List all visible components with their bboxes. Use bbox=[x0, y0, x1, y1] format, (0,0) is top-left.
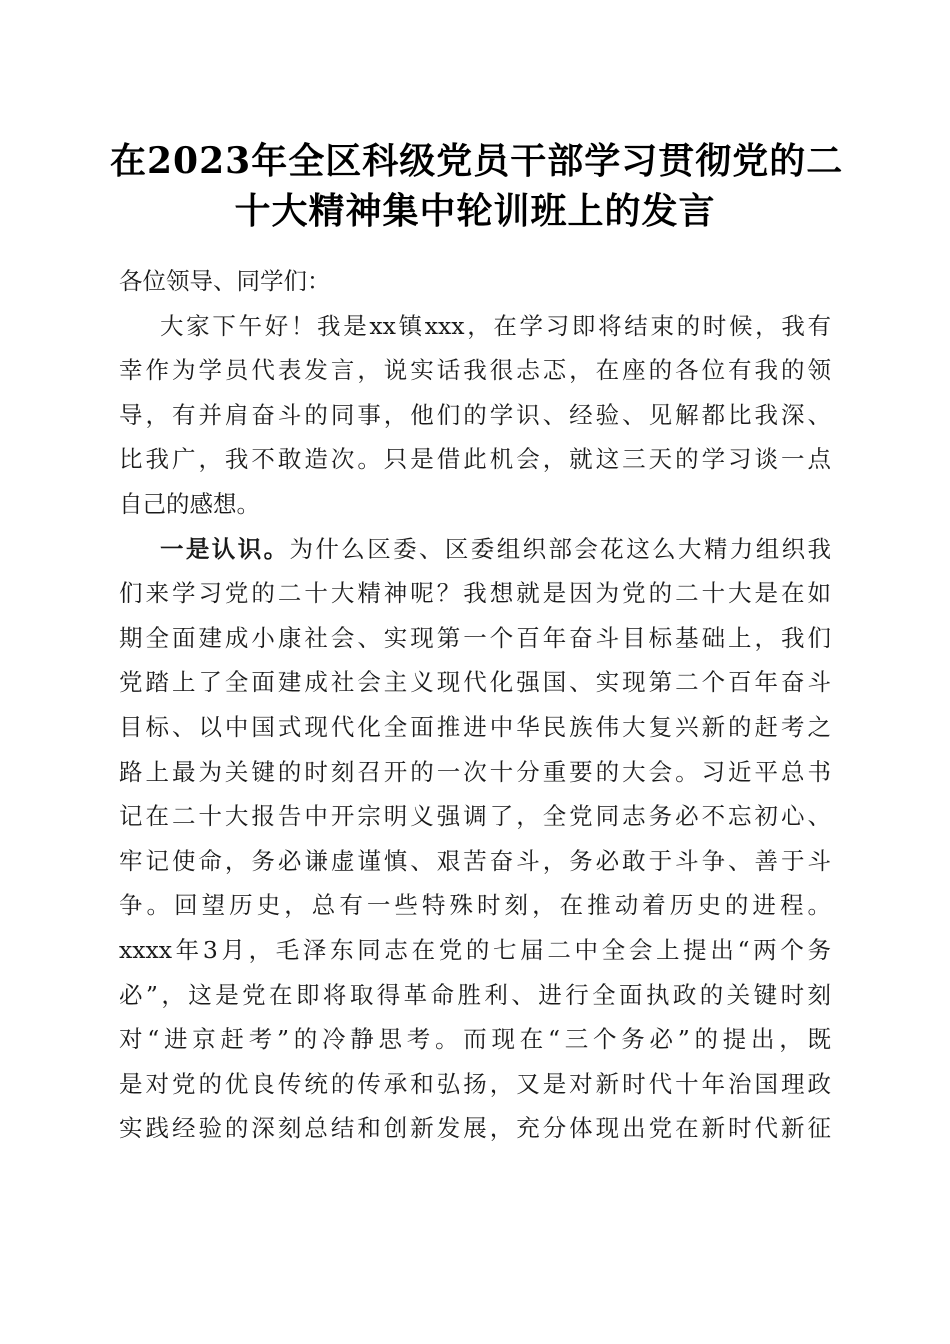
salutation: 各位领导、同学们： bbox=[119, 267, 331, 295]
paragraph-first-line bbox=[119, 527, 831, 572]
paragraph-line: 牢记使命，务必谦虚谨慎、艰苦奋斗，务必敢于斗争、善于斗 bbox=[119, 846, 831, 875]
paragraph-line: 记在二十大报告中开宗明义强调了，全党同志务必不忘初心、 bbox=[119, 802, 831, 831]
paragraph-line: 对“进京赶考”的冷静思考。而现在“三个务必”的提出，既 bbox=[119, 1025, 831, 1054]
paragraph-line: 比我广，我不敢造次。只是借此机会，就这三天的学习谈一点 bbox=[119, 445, 831, 474]
paragraph-line: 大家下午好！我是xx镇xxx，在学习即将结束的时候，我有 bbox=[160, 311, 831, 340]
title-line-2: 十大精神集中轮训班上的发言 bbox=[234, 190, 716, 232]
document-title bbox=[110, 136, 844, 236]
paragraph-line-text: 为什么区委、区委组织部会花这么大精力组织我 bbox=[289, 534, 831, 563]
paragraph-line: 导，有并肩奋斗的同事，他们的学识、经验、见解都比我深、 bbox=[119, 400, 831, 429]
paragraph-line: 自己的感想。 bbox=[119, 489, 260, 518]
paragraph-line: 党踏上了全面建成社会主义现代化强国、实现第二个百年奋斗 bbox=[119, 668, 831, 697]
paragraph-line: 争。回望历史，总有一些特殊时刻，在推动着历史的进程。 bbox=[119, 891, 831, 920]
paragraph-line: 幸作为学员代表发言，说实话我很忐忑，在座的各位有我的领 bbox=[119, 356, 831, 385]
paragraph-line: 目标、以中国式现代化全面推进中华民族伟大复兴新的赶考之 bbox=[119, 712, 831, 741]
paragraph-lead: 一是认识。 bbox=[160, 534, 290, 563]
document-body bbox=[119, 259, 831, 1151]
paragraph-line: 实践经验的深刻总结和创新发展，充分体现出党在新时代新征 bbox=[119, 1114, 831, 1143]
paragraph-understanding bbox=[119, 527, 831, 1151]
paragraph-line: 期全面建成小康社会、实现第一个百年奋斗目标基础上，我们 bbox=[119, 623, 831, 652]
paragraph-line: 是对党的优良传统的传承和弘扬，又是对新时代十年治国理政 bbox=[119, 1069, 831, 1098]
paragraph-line: 们来学习党的二十大精神呢？我想就是因为党的二十大是在如 bbox=[119, 579, 831, 608]
paragraph-line: xxxx年3月，毛泽东同志在党的七届二中全会上提出“两个务 bbox=[119, 935, 831, 964]
paragraph-line: 路上最为关键的时刻召开的一次十分重要的大会。习近平总书 bbox=[119, 757, 831, 786]
title-line-1: 在2023年全区科级党员干部学习贯彻党的二 bbox=[110, 140, 844, 182]
paragraph-greeting bbox=[119, 304, 831, 527]
paragraph-line: 必”，这是党在即将取得革命胜利、进行全面执政的关键时刻 bbox=[119, 980, 831, 1009]
